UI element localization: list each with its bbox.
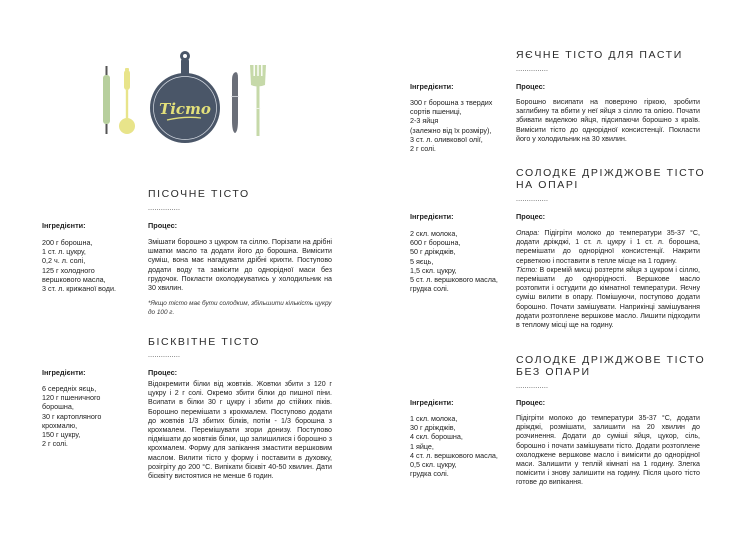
knife-icon [232,72,239,133]
recipe-title: БІСКВІТНЕ ТІСТО [148,336,261,348]
ingredients-list: 1 скл. молока, 30 г дріжджів, 4 скл. борошна, 1 яйце, 4 ст. л. вершкового масла, 0,5 скл. цукру, грудка солі. [410,414,498,479]
process-text [516,229,700,330]
opara-text: Підігріти молоко до температури 35-37 °С, додати дріжджі, 1 ст. л. цукру і 1 ст. л. борошна, перемішати до однорідної консистенції. Накрити серветкою і поставити в тепле місце на 1 годину. [516,229,700,265]
process-text: Борошно висипати на поверхню гіркою, зробити заглибину та вбити у неї яйця з сіллю та олією. Почати збивати виделкою яйця, підсипаючи борошно з країв. Вимісити тісто до однорідної консистенції. Покласти його у холодильник на 30 хвилин. [516,98,700,143]
ingredients-list: 6 середніх яєць, 120 г пшеничного борошна, 30 г картопляного крохмалю, 150 г цукру, 2 г солі. [42,384,102,449]
footnote: *Якщо тісто має бути солодким, збільшити кількість цукру до 100 г. [148,300,332,316]
dough-text: В окремій мисці розтерти яйця з цукром і сіллю, перемішати до однорідності. Вершкове масло розтопити і остудити до кімнатної температури. Яєчну суміш вилити в опару. Помішуючи, поступово додати борошно. Почати замішувати. Наприкінці замішування додати розтоплене вершкове масло. Лишити підходити в теплому місці ще на годину. [516,265,700,330]
ingredients-list: 300 г борошна з твердих сортів пшениці, 2-3 яйця (залежно від їх розміру), 3 ст. л. оливкової олії, 2 г солі. [410,98,493,154]
logo-lettering: Тісто [159,100,211,118]
rolling-pin-icon [103,66,110,134]
process-label: Процес: [516,212,546,221]
process-label: Процес: [148,221,178,230]
recipe-title-line1: СОЛОДКЕ ДРІЖДЖОВЕ ТІСТО [516,354,706,366]
dotted-separator: ............... [148,352,181,359]
process-text: Змішати борошно з цукром та сіллю. Порізати на дрібні шматки масло та додати його до борошна. Вимісити суміш, вона має нагадувати дрібні крихти. Поступово додати воду та замісити до однорідної маси без грудочок. Покласти охолоджуватись у холодильник на 30 хвилин. [148,238,332,293]
process-text: Підігріти молоко до температури 35-37 °С, додати дріжджі, розмішати, залишити на 20 хвилин до розчинення. Додати до суміші яйця, цукор, сіль, борошно і почати замішувати тісто. Додати розтоплене охолоджене вершкове масло і вимісити до однорідної маси. Залишити у теплій кімнаті на 1 годину. Злегка помісити і знову залишити на годину. Після цього тісто готове до випікання. [516,414,700,487]
recipe-title: ЯЄЧНЕ ТІСТО ДЛЯ ПАСТИ [516,49,683,61]
process-text: Відокремити білки від жовтків. Жовтки збити з 120 г цукру і 2 г солі. Окремо збити білки до пишної піни. Всипати в білки 30 г цукру і збити до стійких піків. Борошно перемішати з крохмалем. Поступово додати до жовтків 1/3 збитих білків, потім - 1/3 борошна з крохмалем. Перемішувати згори донизу. Поступово підмішати до жовтків білки, що залишилися і борошно з крохмалем. Форму для запікання змастити вершковим маслом. Вилити тісто у форму і поставити в духовку, розігріту до 200 °С. Випікати бісквіт 40-50 хвилин. Дати бісквіту вистоятися не менше 6 годин. [148,380,332,481]
process-label: Процес: [148,368,178,377]
dotted-separator: ............... [148,205,181,212]
ingredients-label: Інгредієнти: [42,221,86,230]
process-label: Процес: [516,82,546,91]
recipe-title: ПІСОЧНЕ ТІСТО [148,188,250,200]
ingredients-list: 2 скл. молока, 600 г борошна, 50 г дріжджів, 5 яєць, 1,5 скл. цукру, 5 ст. л. вершкового масла, грудка солі. [410,229,498,294]
ingredients-label: Інгредієнти: [410,398,454,407]
ingredients-label: Інгредієнти: [410,212,454,221]
spatula-icon [250,65,266,136]
right-page [368,0,737,539]
pan-icon [150,51,220,143]
left-page [0,0,368,539]
dough-label: Тісто: [516,265,538,274]
ingredients-label: Інгредієнти: [410,82,454,91]
ingredients-list: 200 г борошна, 1 ст. л. цукру, 0,2 ч. л. солі, 125 г холодного вершкового масла, 3 ст. л. крижаної води. [42,238,116,294]
dotted-separator: ............... [516,66,549,73]
dotted-separator: ............... [516,383,549,390]
process-label: Процес: [516,398,546,407]
recipe-title-line2: НА ОПАРІ [516,179,579,191]
recipe-title-line1: СОЛОДКЕ ДРІЖДЖОВЕ ТІСТО [516,167,706,179]
ladle-icon [119,68,135,134]
opara-label: Опара: [516,229,540,237]
recipe-title-line2: БЕЗ ОПАРИ [516,366,591,378]
kitchen-utensils-logo [95,48,280,148]
ingredients-label: Інгредієнти: [42,368,86,377]
dotted-separator: ............... [516,196,549,203]
